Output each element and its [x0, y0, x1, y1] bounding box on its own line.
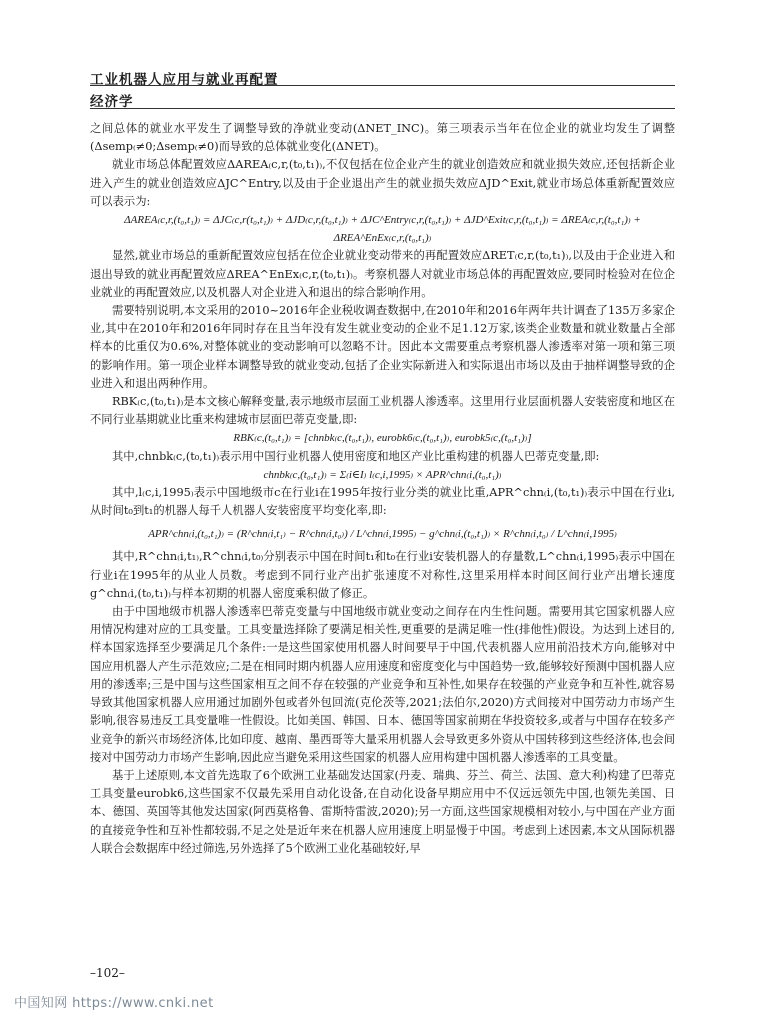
equation-rbk: RBK₍c,(t₀,t₁)₎ = [chnbk₍c,(t₀,t₁)₎, eurobk6₍c,(t₀,t₁)₎, eurobk5₍c,(t₀,t₁)₎]: [233, 432, 532, 445]
paragraph: 基于上述原则,本文首先选取了6个欧洲工业基础发达国家(丹麦、瑞典、芬兰、荷兰、法国、意大利)构建了巴蒂克工具变量eurobk6,这些国家不仅最先采用自动化设备,在自动化设备早期应用中不仅远远领先中国,也领先美国、日本、德国、英国等其他发达国家(阿西莫格鲁、雷斯特雷波,2020);另一方面,这些国家规模相对较小,与中国在产业方面的直接竞争性和互补性都较弱,不足之处是近年来在机器人应用速度上明显慢于中国。考虑到上述因素,本文从国际机器人联合会数据库中经过筛选,另外选择了5个欧洲工业化基础较好,早: [90, 768, 675, 855]
paragraph: RBK₍c,(t₀,t₁)₎是本文核心解释变量,表示地级市层面工业机器人渗透率。这里用行业层面机器人安装密度和地区在不同行业基期就业比重来构建城市层面巴蒂克变量,即:: [90, 395, 675, 427]
article-body: [90, 120, 675, 858]
paragraph: 由于中国地级市机器人渗透率巴蒂克变量与中国地级市就业变动之间存在内生性问题。需要用其它国家机器人应用情况构建对应的工具变量。工具变量选择除了要满足相关性,更重要的是满足唯一性(排他性)假设。为达到上述目的,样本国家选择至少要满足几个条件:一是这些国家使用机器人时间要早于中国,代表机器人应用前沿技术方向,能够对中国应用机器人产生示范效应;二是在相同时期内机器人应用速度和密度变化与中国趋势一致,能够较好预测中国机器人应用的渗透率;三是中国与这些国家相互之间不存在较强的产业竞争和互补性,如果存在较强的产业竞争和互补性,就容易导致其他国家机器人应用通过加剧外包或者外包回流(克伦茨等,2021;法伯尔,2020)方式间接对中国劳动力市场产生影响,很容易违反工具变量唯一性假设。比如美国、韩国、日本、德国等国家前期在华投资较多,或者与中国存在较多产业竞争的新兴市场经济体,比如印度、越南、墨西哥等大量采用机器人会导致更多外资从中国转移到这些经济体,也会间接对中国劳动力市场产生影响,因此应当避免采用这些国家的机器人应用构建中国机器人渗透率的工具变量。: [90, 605, 675, 764]
header-rule-top: [90, 85, 675, 86]
paragraph: 显然,就业市场总的重新配置效应包括在位企业就业变动带来的再配置效应ΔRET₍c,r,(t₀,t₁)₎,以及由于企业进入和退出导致的就业再配置效应ΔREA^EnEx₍c,r,(t₀,t₁)₎。考察机器人对就业市场总体的再配置效应,要同时检验对在位企业就业的再配置效应,以及机器人对企业进入和退出的综合影响作用。: [90, 249, 675, 299]
journal-running-title: 工业机器人应用与就业再配置: [90, 72, 279, 88]
cnki-watermark: 中国知网 https://www.cnki.net: [14, 996, 214, 1011]
paragraph: 其中,R^chn₍i,t₁₎,R^chn₍i,t₀₎分别表示中国在时间t₁和t₀在行业i安装机器人的存量数,L^chn₍i,1995₎表示中国在行业i在1995年的从业人员数。考虑到不同行业产出扩张速度不对称性,这里采用样本时间区间行业产出增长速度g^chn₍i,(t₀,t₁)₎与样本初期的机器人密度乘积做了修正。: [90, 550, 675, 600]
equation-area-decomposition: ΔAREA₍c,r,(t₀,t₁)₎ = ΔJC₍c,r(t₀,t₁)₎ + ΔJD₍c,r,(t₀,t₁)₎ + ΔJC^Entry₍c,r,(t₀,t₁)₎ + ΔJD^Exit₍c,r,(t₀,t₁)₎ = ΔREA₍c,r,(t₀,t₁)₎ + ΔREA^EnEx₍c,r,(t₀,t₁)₎: [124, 214, 641, 245]
section-title: 经济学: [90, 94, 134, 110]
header-rule-bottom: [90, 108, 675, 109]
paragraph: 之间总体的就业水平发生了调整导致的净就业变动(ΔNET_INC)。第三项表示当年在位企业的就业均发生了调整(Δsemp₍≠0;Δsemp₍≠0)而导致的总体就业变化(ΔNET)。: [90, 122, 675, 154]
equation-apr: APR^chn₍i,(t₀,t₁)₎ = (R^chn₍i,t₁₎ − R^chn₍i,t₀₎) / L^chn₍i,1995₎ − g^chn₍i,(t₀,t₁)₎ × R^chn₍i,t₀₎ / L^chn₍i,1995₎: [148, 528, 617, 541]
equation-chnbk: chnbk₍c,(t₀,t₁)₎ = Σ₍i∈I₎ l₍c,i,1995₎ × APR^chn₍i,(t₀,t₁)₎: [263, 468, 502, 481]
paragraph: 其中,chnbk₍c,(t₀,t₁)₎表示用中国行业机器人使用密度和地区产业比重构建的机器人巴蒂克变量,即:: [112, 449, 600, 463]
paragraph: 需要特别说明,本文采用的2010~2016年企业税收调查数据中,在2010年和2016年两年共计调查了135万多家企业,其中在2010年和2016年同时存在且当年没有发生就业变动的企业不足1.12万家,该类企业数量和就业数量占全部样本的比重仅为0.6%,对整体就业的变动影响可以忽略不计。因此本文需要重点考察机器人渗透率对第一项和第三项的影响作用。第一项企业样本调整导致的就业变动,包括了企业实际新进入和实际退出市场以及由于抽样调整导致的企业进入和退出两种作用。: [90, 304, 675, 390]
page-number: –102–: [90, 966, 125, 980]
paragraph: 就业市场总体配置效应ΔAREA₍c,r,(t₀,t₁)₎,不仅包括在位企业产生的就业创造效应和就业损失效应,还包括新企业进入产生的就业创造效应ΔJC^Entry,以及由于企业退出产生的就业损失效应ΔJD^Exit,就业市场总体重新配置效应可以表示为:: [90, 158, 675, 208]
paragraph: 其中,l₍c,i,1995₎表示中国地级市c在行业i在1995年按行业分类的就业比重,APR^chn₍i,(t₀,t₁)₎表示中国在行业i,从时间t₀到t₁的机器人每千人机器人安装密度平均变化率,即:: [90, 486, 675, 518]
